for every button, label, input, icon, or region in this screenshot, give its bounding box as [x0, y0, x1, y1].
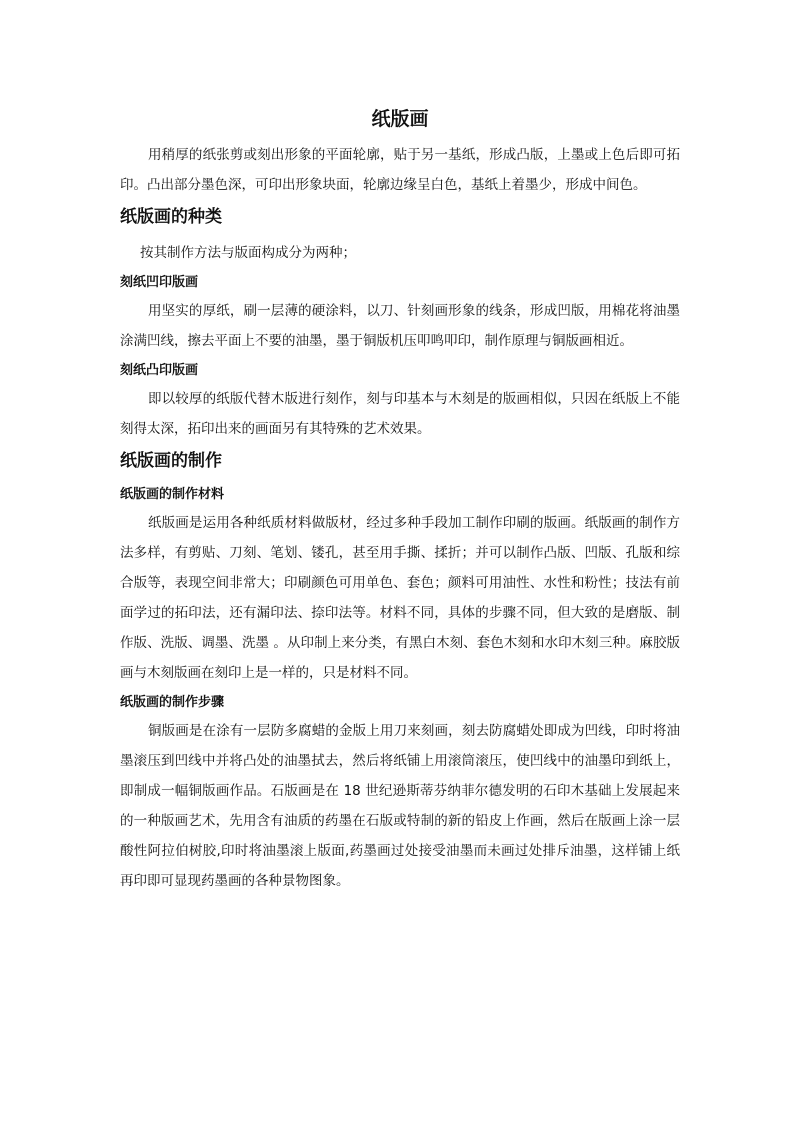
types-lead-paragraph: 按其制作方法与版面构成分为两种； [140, 245, 356, 261]
intro-paragraph: 用稍厚的纸张剪或刻出形象的平面轮廓，贴于另一基纸，形成凸版，上墨或上色后即可拓印。凸出部分墨色深，可印出形象块面，轮廓边缘呈白色，基纸上着墨少，形成中间色。 [120, 147, 680, 193]
section-heading-types: 纸版画的种类 [120, 207, 222, 227]
materials-paragraph: 纸版画是运用各种纸质材料做版材，经过多种手段加工制作印刷的版画。纸版画的制作方法多样，有剪贴、刀刻、笔划、镂孔，甚至用手撕、揉折；并可以制作凸版、凹版、孔版和综合版等，表现空间非常大；印刷颜色可用单色、套色；颜料可用油性、水性和粉性；技法有前面学过的拓印法，还有漏印法、捺印法等。材料不同，具体的步骤不同，但大致的是磨版、制作版、洗版、调墨、洗墨 。从印制上来分类，有黑白木刻、套色木刻和水印木刻三种。麻胶版画与木刻版画在刻印上是一样的，只是材料不同。 [120, 515, 680, 681]
subheading-relief: 刻纸凸印版画 [120, 363, 199, 378]
relief-paragraph: 即以较厚的纸版代替木版进行刻作，刻与印基本与木刻是的版画相似，只因在纸版上不能刻得太深，拓印出来的画面另有其特殊的艺术效果。 [120, 391, 680, 437]
section-heading-making: 纸版画的制作 [120, 451, 222, 471]
subheading-materials: 纸版画的制作材料 [120, 487, 225, 502]
intaglio-paragraph: 用坚实的厚纸，刷一层薄的硬涂料，以刀、针刻画形象的线条，形成凹版，用棉花将油墨涂满凹线，擦去平面上不要的油墨，墨于铜版机压叩鸣叩印，制作原理与铜版画相近。 [120, 303, 680, 349]
document-body [120, 100, 680, 896]
steps-paragraph: 铜版画是在涂有一层防多腐蜡的金版上用刀来刻画，刻去防腐蜡处即成为凹线，印时将油墨滚压到凹线中并将凸处的油墨拭去，然后将纸铺上用滚筒滚压，使凹线中的油墨印到纸上，即制成一幅铜版画作品。石版画是在 18 世纪逊斯蒂芬纳菲尔德发明的石印木基础上发展起来的一种版画艺术，先用含有油质的药墨在石版或特制的新的铅皮上作画，然后在版画上涂一层酸性阿拉伯树胶,印时将油墨滚上版面,药墨画过处接受油墨而未画过处排斥油墨，这样铺上纸再印即可显现药墨画的各种景物图象。 [120, 723, 680, 889]
document-title: 纸版画 [371, 108, 429, 130]
subheading-steps: 纸版画的制作步骤 [120, 695, 225, 710]
subheading-intaglio: 刻纸凹印版画 [120, 275, 199, 290]
